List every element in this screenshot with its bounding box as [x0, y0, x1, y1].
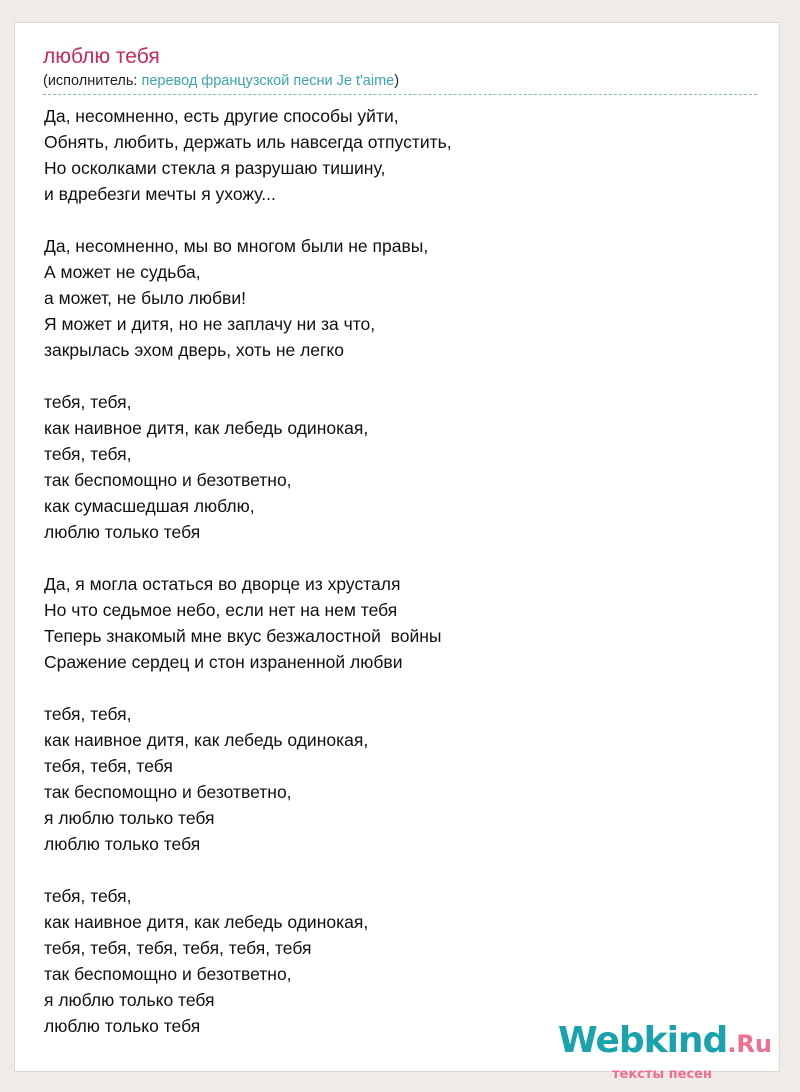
lyric-line: тебя, тебя, — [44, 886, 132, 906]
logo-tagline: тексты песен — [611, 1067, 712, 1082]
stanza — [44, 389, 452, 545]
stanza — [44, 883, 452, 1039]
lyric-line: Да, я могла остаться во дворце из хрусталя — [44, 574, 401, 594]
stanza — [44, 233, 452, 363]
lyric-line: я люблю только тебя — [44, 808, 215, 828]
artist-line — [43, 73, 757, 95]
lyric-line: как наивное дитя, как лебедь одинокая, — [44, 912, 369, 932]
lyric-line: Да, несомненно, мы во многом были не правы, — [44, 236, 429, 256]
lyric-line: Но что седьмое небо, если нет на нем тебя — [44, 600, 398, 620]
song-title: люблю тебя — [43, 45, 160, 68]
stanza — [44, 571, 452, 675]
lyric-line: Я может и дитя, но не заплачу ни за что, — [44, 314, 376, 334]
lyric-line: так беспомощно и безответно, — [44, 782, 292, 802]
lyric-line: люблю только тебя — [44, 834, 201, 854]
logo-name: Webkind — [558, 1020, 728, 1061]
logo-wordmark — [558, 1022, 772, 1067]
lyric-line: Да, несомненно, есть другие способы уйти, — [44, 106, 399, 126]
lyrics-card — [14, 22, 780, 1072]
lyric-line: тебя, тебя, — [44, 704, 132, 724]
lyric-line: как наивное дитя, как лебедь одинокая, — [44, 730, 369, 750]
lyric-line: так беспомощно и безответно, — [44, 470, 292, 490]
lyric-line: как наивное дитя, как лебедь одинокая, — [44, 418, 369, 438]
artist-suffix: ) — [394, 73, 400, 89]
lyric-line: Сражение сердец и стон израненной любви — [44, 652, 403, 672]
logo-tld: .Ru — [727, 1030, 772, 1058]
lyric-line: закрылась эхом дверь, хоть не легко — [44, 340, 344, 360]
lyric-line: тебя, тебя, — [44, 444, 132, 464]
lyric-line: люблю только тебя — [44, 522, 201, 542]
lyric-line: как сумасшедшая люблю, — [44, 496, 255, 516]
webkind-logo[interactable] — [558, 1022, 772, 1082]
lyric-line: тебя, тебя, — [44, 392, 132, 412]
stanza — [44, 701, 452, 857]
lyric-line: так беспомощно и безответно, — [44, 964, 292, 984]
lyric-line: и вдребезги мечты я ухожу... — [44, 184, 276, 204]
lyric-line: Теперь знакомый мне вкус безжалостной войны — [44, 626, 442, 646]
lyric-line: Обнять, любить, держать иль навсегда отпустить, — [44, 132, 452, 152]
lyric-line: а может, не было любви! — [44, 288, 246, 308]
stanza — [44, 103, 452, 207]
lyric-line: тебя, тебя, тебя — [44, 756, 173, 776]
lyric-line: Но осколками стекла я разрушаю тишину, — [44, 158, 386, 178]
artist-prefix: (исполнитель: — [43, 73, 142, 89]
lyrics-text — [44, 103, 452, 1065]
lyric-line: тебя, тебя, тебя, тебя, тебя, тебя — [44, 938, 312, 958]
artist-link[interactable]: перевод французской песни Je t'aime — [141, 73, 395, 89]
lyric-line: я люблю только тебя — [44, 990, 215, 1010]
lyric-line: люблю только тебя — [44, 1016, 201, 1036]
lyric-line: А может не судьба, — [44, 262, 201, 282]
